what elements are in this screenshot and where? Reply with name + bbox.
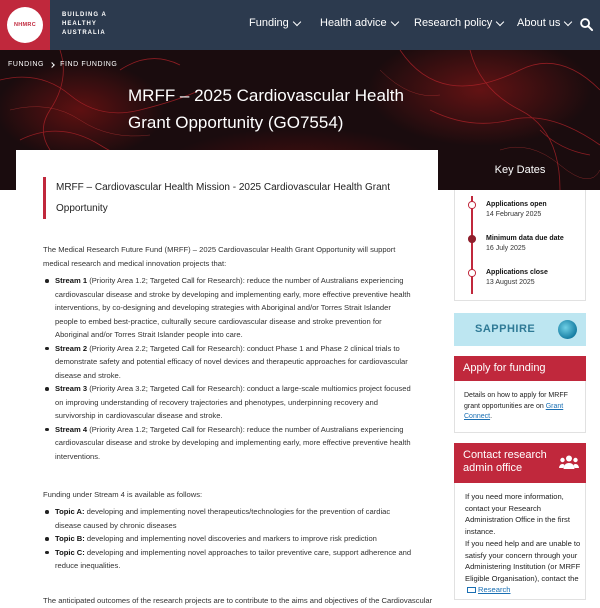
stream-text: (Priority Area 2.2; Targeted Call for Research): conduct Phase 1 and Phase 2 clinical trials to demonstrate safety and potential efficacy of novel devices and therapeutic approaches for cardiovascular disease and stroke. [55, 343, 408, 380]
timeline-dot [468, 201, 476, 209]
list-item [43, 505, 413, 532]
contact-heading [454, 443, 586, 483]
stream-text: (Priority Area 1.2; Targeted Call for Research): reduce the number of Australians experiencing cardiovascular disease and stroke by developing and implementing early, more effective preventive health interventions. [55, 424, 411, 461]
page-title: MRFF – 2025 Cardiovascular Health Grant Opportunity (GO7554) [128, 86, 404, 132]
nav-funding[interactable] [249, 17, 300, 29]
list-item [43, 532, 413, 546]
intro-paragraph: The Medical Research Future Fund (MRFF) – 2025 Cardiovascular Health Grant Opportunity will support medical research and medical innovation projects that: [43, 245, 396, 268]
topics-list [43, 505, 413, 573]
contact-paragraph-1: If you need more information, contact your Research Administration Office in the first instance. [465, 492, 570, 536]
key-date-item [486, 268, 584, 288]
logo[interactable] [0, 0, 50, 50]
mail-icon [467, 587, 476, 593]
key-date-item [486, 200, 584, 220]
highlight-text: MRFF – Cardiovascular Health Mission - 2025 Cardiovascular Health Grant Opportunity [56, 182, 391, 214]
breadcrumb [8, 61, 117, 68]
chevron-down-icon [390, 17, 398, 25]
chevron-down-icon [496, 17, 504, 25]
contact-card [454, 483, 586, 600]
key-dates-heading: Key Dates [494, 164, 546, 176]
key-date-value: 13 August 2025 [486, 279, 535, 286]
site-header [0, 0, 600, 50]
apply-card [454, 381, 586, 433]
stream-text: (Priority Area 1.2; Targeted Call for Research): reduce the number of Australians experiencing cardiovascular disease and stroke by developing and implementing early, more effective preventive health interventions, by co-designing and developing strategies with Aboriginal and/or Torres Strait Islander people to embed best-practice, culturally secure cardiovascular disease and stroke prevention for Aboriginal and/or Torres Strait Islander people into care. [55, 276, 411, 339]
highlight-callout [43, 177, 413, 219]
topic-text: developing and implementing novel discoveries and markers to improve risk prediction [84, 534, 377, 543]
nav-health-advice[interactable] [320, 17, 398, 29]
topic-text: developing and implementing novel approaches to tailor preventive care, support adherence and reduce inequalities. [55, 547, 412, 570]
nav-about-us[interactable] [517, 17, 571, 29]
list-item [43, 274, 413, 342]
list-item [43, 546, 413, 573]
topic-name: Topic B: [55, 534, 85, 543]
apply-heading [454, 356, 586, 381]
people-icon [559, 454, 579, 471]
timeline-line [471, 196, 473, 294]
streams-list [43, 274, 413, 463]
contact-title: Contact research admin office [463, 449, 547, 474]
list-item [43, 382, 413, 423]
stream-name: Stream 2 [55, 343, 88, 353]
apply-text [464, 391, 582, 423]
breadcrumb-find-funding[interactable]: FIND FUNDING [60, 61, 118, 68]
tagline: BUILDING A HEALTHY AUSTRALIA [62, 12, 107, 36]
sapphire-label: SAPPHIRE [475, 323, 536, 335]
breadcrumb-funding[interactable]: FUNDING [8, 61, 45, 68]
search-icon[interactable] [580, 18, 593, 31]
nav-funding-label: Funding [249, 17, 289, 29]
sapphire-gem-icon [558, 320, 577, 339]
apply-description: Details on how to apply for MRFF grant opportunities are on [464, 392, 568, 410]
apply-title: Apply for funding [463, 362, 546, 374]
grant-connect-link[interactable]: Grant Connect [464, 402, 564, 420]
logo-text: NHMRC [7, 7, 43, 43]
topic-name: Topic A: [55, 507, 85, 516]
key-date-item [486, 234, 584, 254]
nav-research-policy-label: Research policy [414, 17, 493, 29]
nav-about-us-label: About us [517, 17, 561, 29]
stream-text: (Priority Area 3.2; Targeted Call for Research): conduct a large-scale multiomics project focused on improving understanding of recovery trajectories and phenotypes, underpinning recovery and survivorship in cardiovascular disease and stroke. [55, 384, 411, 420]
key-date-label: Minimum data due date [486, 235, 564, 242]
topic-name: Topic C: [55, 547, 85, 557]
stream-name: Stream 1 [55, 276, 88, 285]
research-link[interactable]: Research [478, 585, 511, 594]
chevron-down-icon [564, 17, 572, 25]
funding-note: Funding under Stream 4 is available as follows: [43, 490, 203, 499]
stream-name: Stream 3 [55, 384, 88, 393]
timeline-dot-current [468, 235, 476, 243]
key-date-value: 14 February 2025 [486, 211, 542, 218]
chevron-down-icon [293, 17, 301, 25]
chevron-right-icon [49, 62, 55, 68]
sapphire-banner[interactable] [454, 313, 586, 346]
list-item [43, 423, 413, 464]
contact-paragraph-2 [465, 538, 581, 596]
nav-research-policy[interactable] [414, 17, 503, 29]
topic-text: developing and implementing novel therapeutics/technologies for the prevention of cardiac disease caused by chronic diseases [55, 507, 391, 530]
list-item [43, 342, 413, 383]
outcomes-paragraph: The anticipated outcomes of the research projects are to contribute to the aims and objectives of the Cardiovascular [43, 596, 433, 605]
stream-name: Stream 4 [55, 424, 88, 434]
main-content [16, 150, 438, 605]
key-date-label: Applications close [486, 269, 548, 276]
apply-suffix: . [490, 413, 493, 420]
key-date-label: Applications open [486, 201, 547, 208]
timeline-dot [468, 269, 476, 277]
contact-help-text: If you need help and are unable to satisfy your concern through your Administering Institution (or MRFF Eligible Organisation), contact the [465, 539, 581, 583]
key-date-value: 16 July 2025 [486, 245, 526, 252]
key-dates-card [454, 190, 586, 301]
nav-health-advice-label: Health advice [320, 17, 387, 29]
